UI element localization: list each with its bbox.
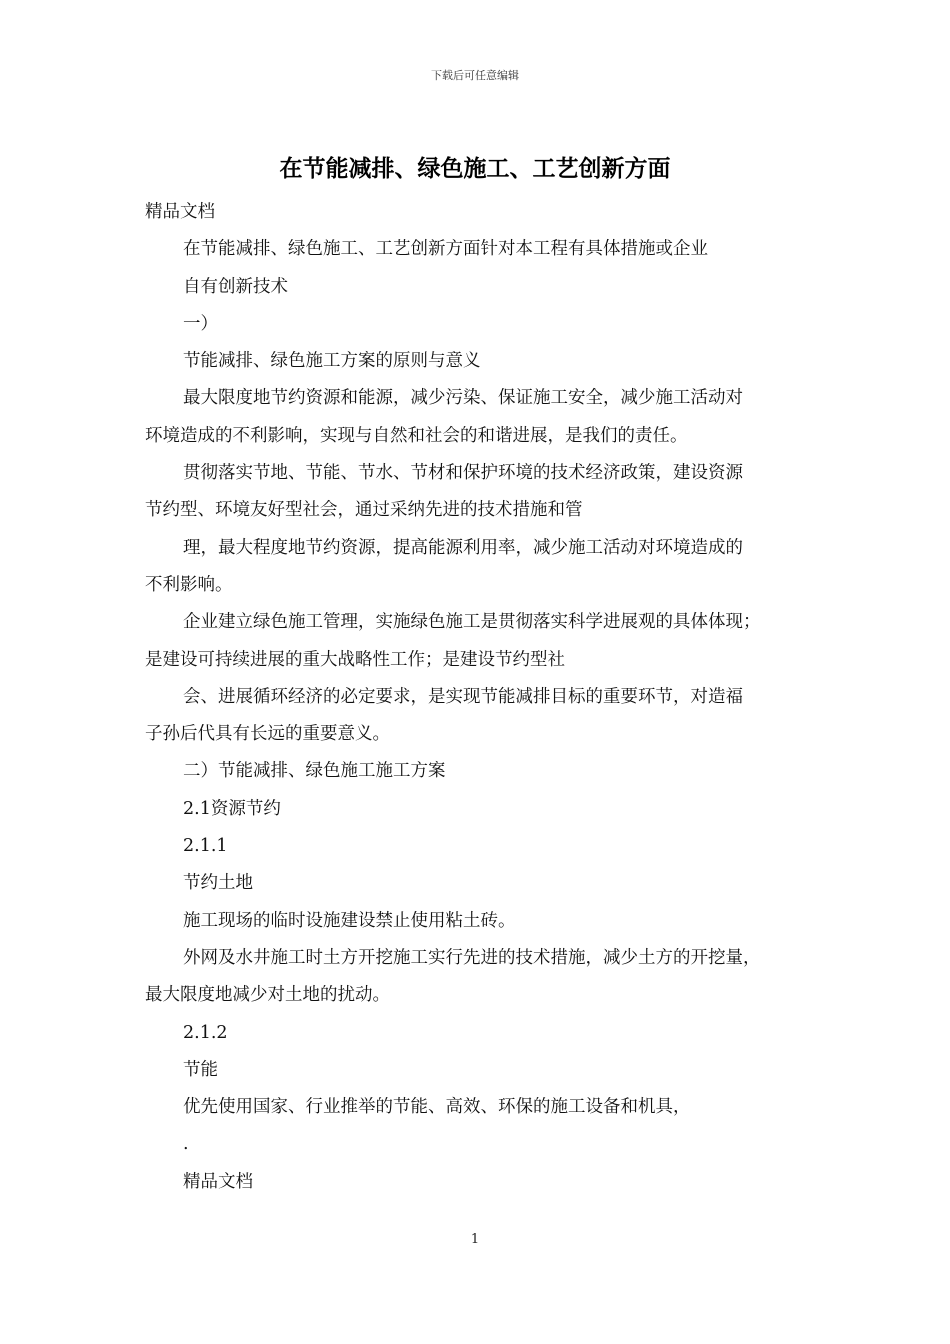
body-line: 一） <box>183 313 218 334</box>
body-line: 在节能减排、绿色施工、工艺创新方面针对本工程有具体措施或企业 <box>183 239 708 260</box>
document-body <box>145 194 810 1201</box>
body-line: 会、进展循环经济的必定要求，是实现节能减排目标的重要环节，对造福 <box>183 686 743 707</box>
body-line: 节能减排、绿色施工方案的原则与意义 <box>183 351 481 372</box>
body-line: 理，最大程度地节约资源，提高能源利用率，减少施工活动对环境造成的 <box>183 537 743 558</box>
header-note: 下载后可任意编辑 <box>431 69 519 82</box>
body-line: 子孙后代具有长远的重要意义。 <box>145 724 390 745</box>
body-line: 节约土地 <box>183 873 253 894</box>
document-title: 在节能减排、绿色施工、工艺创新方面 <box>279 155 671 182</box>
body-line: 精品文档 <box>183 1171 253 1192</box>
body-line: 2.1资源节约 <box>183 798 281 819</box>
body-line: 优先使用国家、行业推举的节能、高效、环保的施工设备和机具， <box>183 1097 691 1118</box>
page-number: 1 <box>470 1232 480 1247</box>
body-line: 外网及水井施工时土方开挖施工实行先进的技术措施，减少土方的开挖量， <box>183 947 761 968</box>
body-line: 2.1.2 <box>183 1022 228 1043</box>
body-line: 节能 <box>183 1059 218 1080</box>
body-line: 不利影响。 <box>145 574 233 595</box>
body-line: 是建设可持续进展的重大战略性工作；是建设节约型社 <box>145 649 565 670</box>
body-line: 最大限度地节约资源和能源，减少污染、保证施工安全，减少施工活动对 <box>183 388 743 409</box>
body-line: 企业建立绿色施工管理，实施绿色施工是贯彻落实科学进展观的具体体现； <box>183 612 761 633</box>
body-line: 二）节能减排、绿色施工施工方案 <box>183 761 446 782</box>
body-line: 环境造成的不利影响，实现与自然和社会的和谐进展，是我们的责任。 <box>145 425 688 446</box>
body-line: 最大限度地减少对土地的扰动。 <box>145 985 390 1006</box>
body-line: 施工现场的临时设施建设禁止使用粘土砖。 <box>183 910 516 931</box>
body-line: 贯彻落实节地、节能、节水、节材和保护环境的技术经济政策，建设资源 <box>183 463 743 484</box>
body-line: . <box>183 1134 189 1155</box>
body-line: 自有创新技术 <box>183 276 288 297</box>
body-line: 2.1.1 <box>183 836 228 857</box>
body-line: 节约型、环境友好型社会，通过采纳先进的技术措施和管 <box>145 500 583 521</box>
body-line: 精品文档 <box>145 202 215 222</box>
